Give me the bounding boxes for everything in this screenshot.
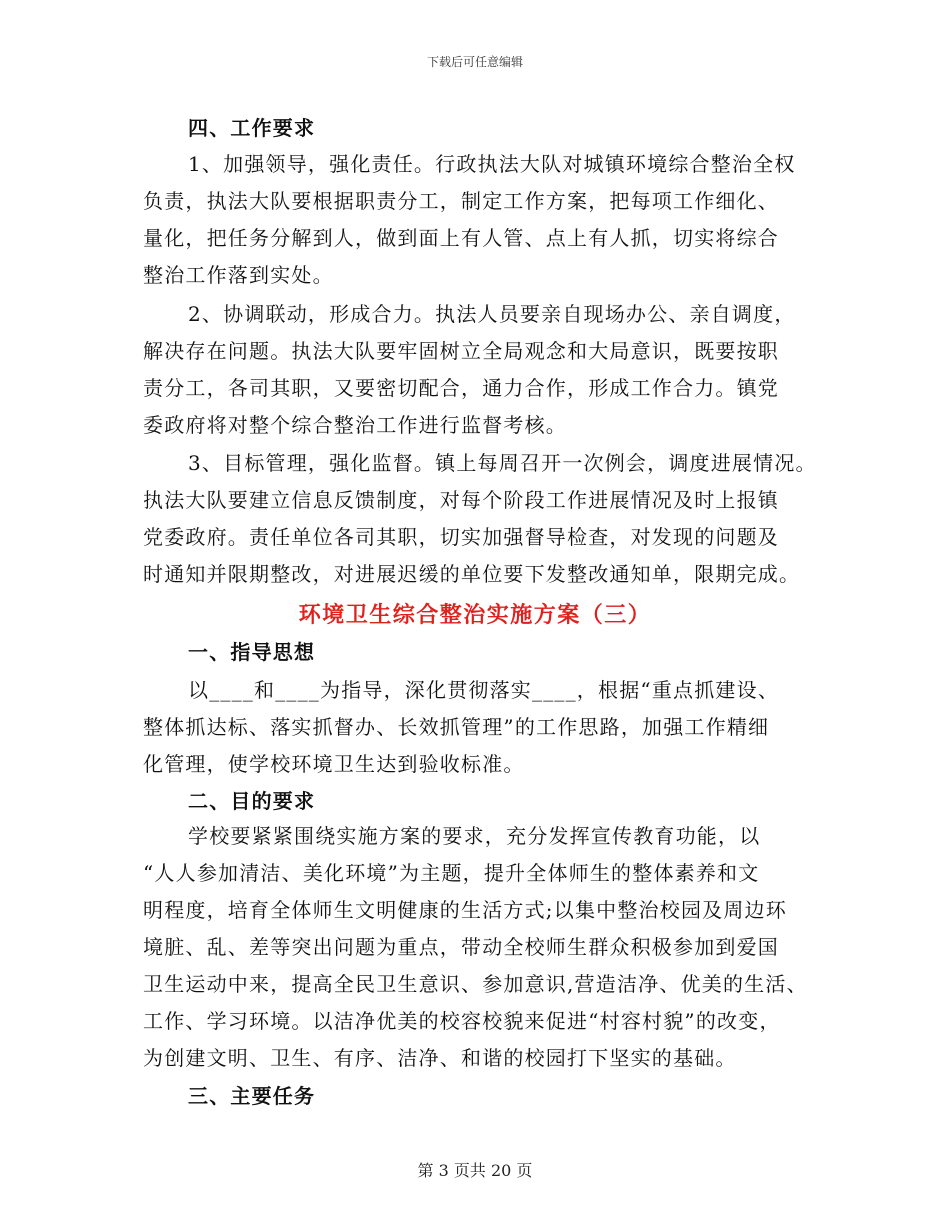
section-heading-guiding-ideology: 一、指导思想: [188, 640, 316, 664]
paragraph-line: 党委政府。责任单位各司其职，切实加强督导检查，对发现的问题及: [143, 525, 779, 549]
paragraph-line: 3、目标管理，强化监督。镇上每周召开一次例会，调度进展情况。: [188, 451, 817, 475]
paragraph-line: 执法大队要建立信息反馈制度，对每个阶段工作进展情况及时上报镇: [143, 488, 779, 512]
section-heading-main-tasks: 三、主要任务: [188, 1084, 316, 1108]
paragraph-line: 1、加强领导，强化责任。行政执法大队对城镇环境综合整治全权: [188, 152, 796, 176]
paragraph-line: 量化，把任务分解到人，做到面上有人管、点上有人抓，切实将综合: [143, 226, 779, 250]
page-header: 下载后可任意编辑: [426, 55, 523, 69]
paragraph-line: 2、协调联动，形成合力。执法人员要亲自现场办公、亲自调度，: [188, 302, 796, 326]
paragraph-line: “人人参加清洁、美化环境”为主题，提升全体师生的整体素养和文: [143, 861, 760, 885]
page-footer: 第 3 页共 20 页: [417, 1161, 533, 1180]
paragraph-line: 为创建文明、卫生、有序、洁净、和谐的校园打下坚实的基础。: [143, 1046, 737, 1070]
paragraph-line: 化管理，使学校环境卫生达到验收标准。: [143, 752, 525, 776]
section-heading-purpose-requirements: 二、目的要求: [188, 789, 316, 813]
section-heading-work-requirements: 四、工作要求: [188, 116, 316, 140]
paragraph-line: 时通知并限期整改，对进展迟缓的单位要下发整改通知单，限期完成。: [143, 562, 801, 586]
paragraph-line: 境脏、乱、差等突出问题为重点，带动全校师生群众积极参加到爱国: [143, 935, 779, 959]
paragraph-line: 卫生运动中来，提高全民卫生意识、参加意识,营造洁净、优美的生活、: [143, 972, 808, 996]
paragraph-line: 委政府将对整个综合整治工作进行监督考核。: [143, 413, 567, 437]
paragraph-line: 明程度，培育全体师生文明健康的生活方式;以集中整治校园及周边环: [143, 898, 787, 922]
paragraph-line: 整治工作落到实处。: [143, 263, 334, 287]
paragraph-line: 解决存在问题。执法大队要牢固树立全局观念和大局意识，既要按职: [143, 339, 779, 363]
paragraph-line: 以____和____为指导，深化贯彻落实____，根据“重点抓建设、: [188, 678, 780, 702]
paragraph-line: 负责，执法大队要根据职责分工，制定工作方案，把每项工作细化、: [143, 189, 779, 213]
paragraph-line: 责分工，各司其职，又要密切配合，通力合作，形成工作合力。镇党: [143, 376, 779, 400]
paragraph-line: 整体抓达标、落实抓督办、长效抓管理”的工作思路，加强工作精细: [143, 715, 770, 739]
document-title: 环境卫生综合整治实施方案（三）: [298, 602, 652, 628]
paragraph-line: 工作、学习环境。以洁净优美的校容校貌来促进“村容村貌”的改变，: [143, 1009, 781, 1033]
paragraph-line: 学校要紧紧围绕实施方案的要求，充分发挥宣传教育功能，以: [188, 824, 761, 848]
